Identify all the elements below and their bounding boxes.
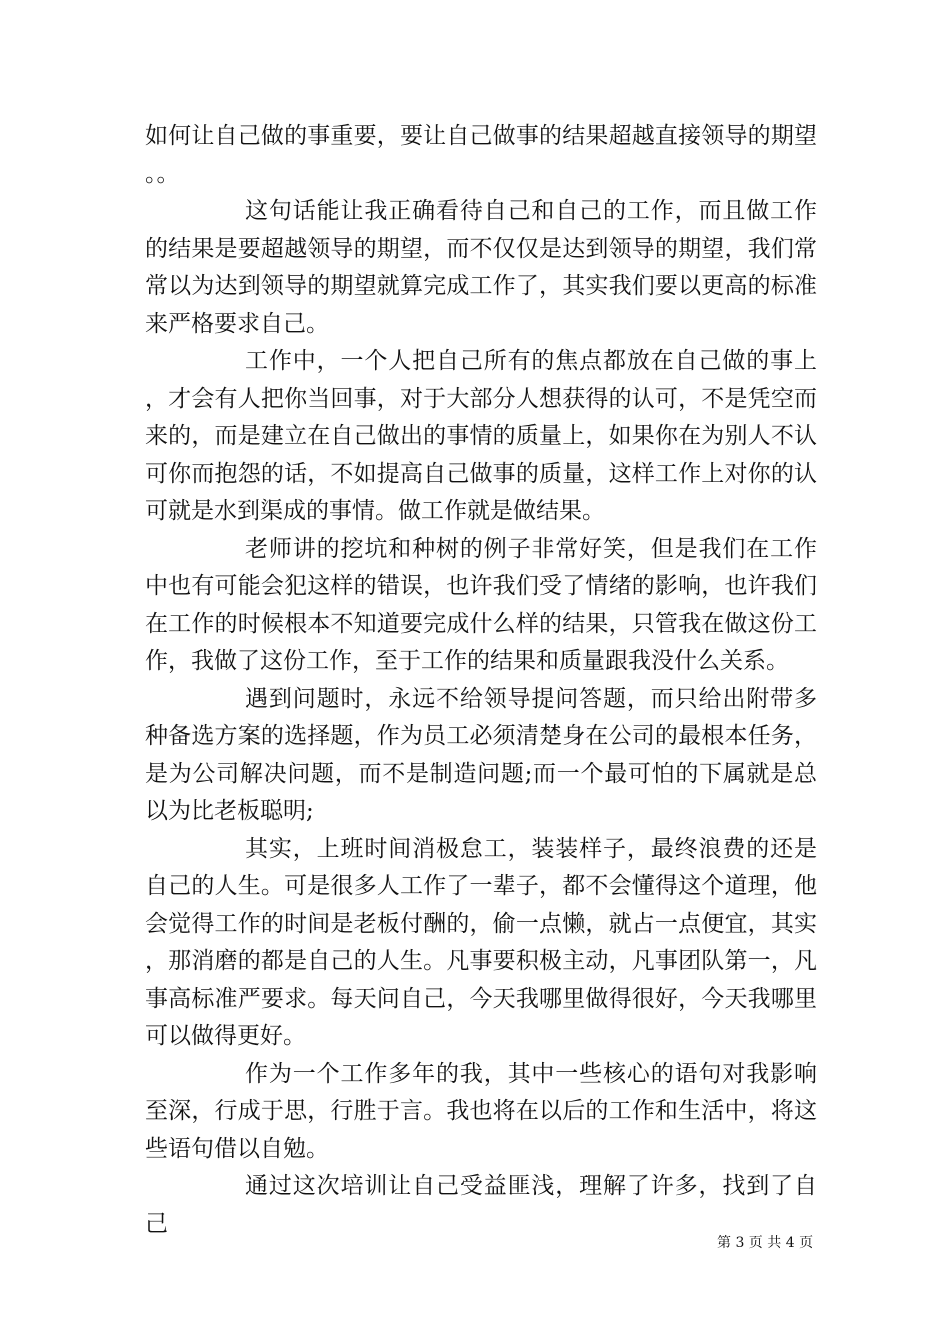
paragraph-3: 工作中，一个人把自己所有的焦点都放在自己做的事上，才会有人把你当回事，对于大部分人想获得的认可，不是凭空而来的，而是建立在自己做出的事情的质量上，如果你在为别人不认可你而抱怨的话，不如提高自己做事的质量，这样工作上对你的认可就是水到渠成的事情。做工作就是做结果。	[145, 348, 817, 524]
paragraph-7: 作为一个工作多年的我，其中一些核心的语句对我影响至深，行成于思，行胜于言。我也将在以后的工作和生活中，将这些语句借以自勉。	[145, 1060, 817, 1162]
paragraph-5: 遇到问题时，永远不给领导提问答题，而只给出附带多种备选方案的选择题，作为员工必须清楚身在公司的最根本任务，是为公司解决问题，而不是制造问题;而一个最可怕的下属就是总以为比老板聪明;	[145, 685, 817, 824]
paragraph-4: 老师讲的挖坑和种树的例子非常好笑，但是我们在工作中也有可能会犯这样的错误，也许我们受了情绪的影响，也许我们在工作的时候根本不知道要完成什么样的结果，只管我在做这份工作，我做了这份工作，至于工作的结果和质量跟我没什么关系。	[145, 535, 817, 674]
page-number-footer: 第 3 页 共 4 页	[717, 1235, 814, 1251]
paragraph-1: 如何让自己做的事重要，要让自己做事的结果超越直接领导的期望。。	[145, 123, 817, 187]
paragraph-2: 这句话能让我正确看待自己和自己的工作，而且做工作的结果是要超越领导的期望，而不仅仅是达到领导的期望，我们常常以为达到领导的期望就算完成工作了，其实我们要以更高的标准来严格要求自己。	[145, 198, 817, 337]
paragraph-6: 其实，上班时间消极怠工，装装样子，最终浪费的还是自己的人生。可是很多人工作了一辈子，都不会懂得这个道理，他会觉得工作的时间是老板付酬的，偷一点懒，就占一点便宜，其实，那消磨的都是自己的人生。凡事要积极主动，凡事团队第一，凡事高标准严要求。每天问自己，今天我哪里做得很好，今天我哪里可以做得更好。	[145, 835, 817, 1049]
paragraph-8: 通过这次培训让自己受益匪浅，理解了许多，找到了自己	[145, 1173, 817, 1237]
body-text	[145, 118, 817, 1243]
